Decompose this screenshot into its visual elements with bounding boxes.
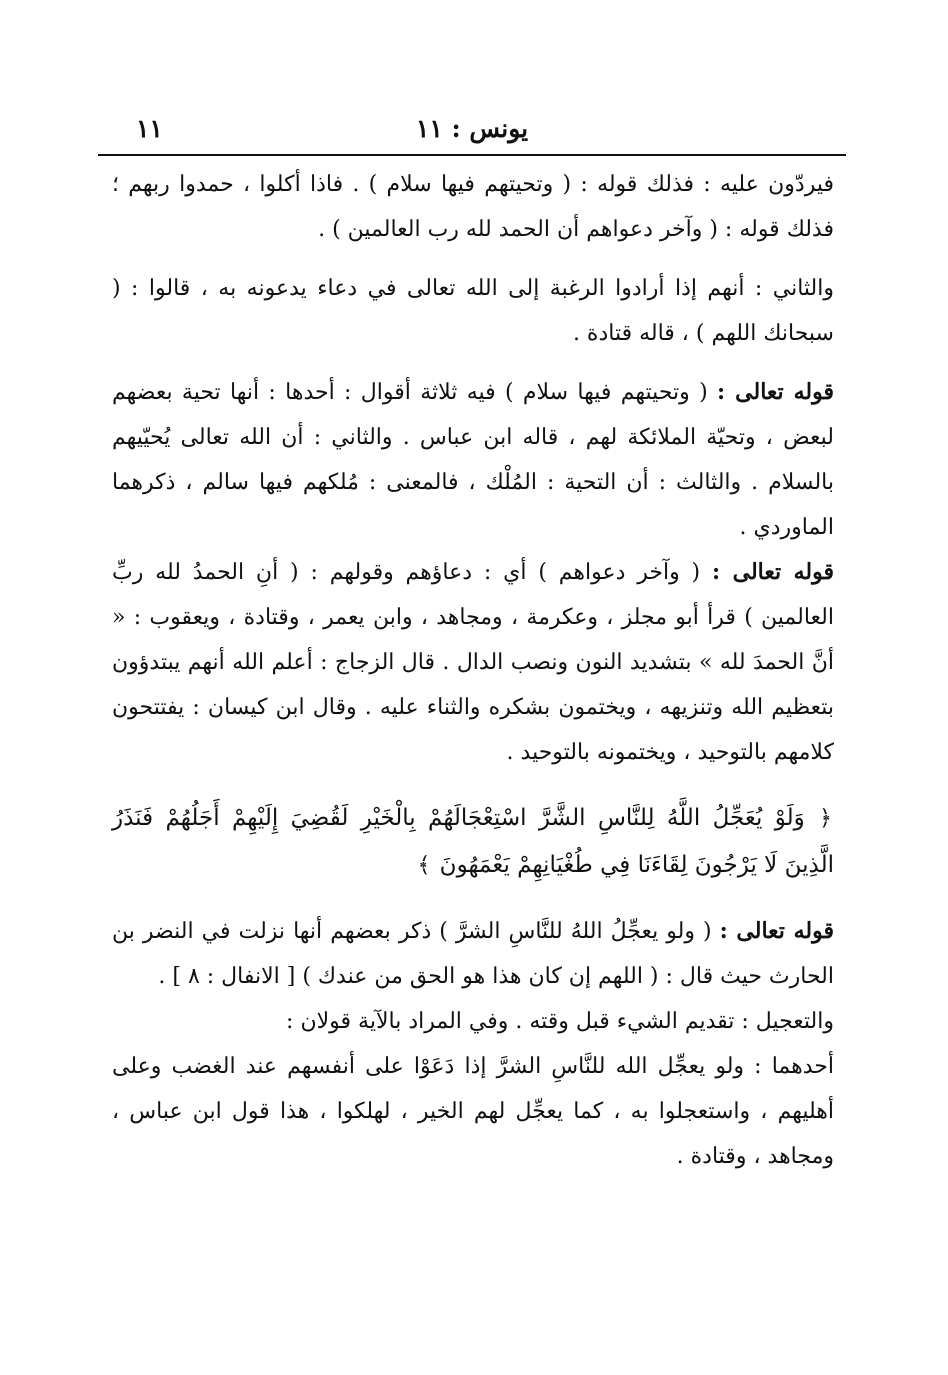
paragraph-2	[112, 266, 834, 356]
paragraph-text: والثاني : أنهم إذا أرادوا الرغبة إلى الله تعالى في دعاء يدعونه به ، قالوا : ( سبحانك اللهم ) ، قاله قتادة .	[112, 276, 834, 346]
paragraph-text: ( وتحيتهم فيها سلام ) فيه ثلاثة أقوال : أحدها : أنها تحية بعضهم لبعض ، وتحيّة الملائكة لهم ، قاله ابن عباس . والثاني : أن الله تعالى يُحيّيهم بالسلام . والثالث : أن التحية : المُلْك ، فالمعنى : مُلكهم فيها سالم ، ذكرهما الماوردي .	[112, 380, 834, 540]
paragraph-3	[112, 370, 834, 550]
paragraph-1	[112, 162, 834, 252]
paragraph-7	[112, 1044, 834, 1179]
paragraph-lead: قوله تعالى :	[711, 559, 834, 585]
verse-open-bracket: ﴿	[819, 806, 832, 831]
paragraph-lead: قوله تعالى :	[717, 379, 835, 405]
page-header	[98, 110, 846, 152]
page-body	[112, 162, 834, 1179]
page-number: ١١	[136, 114, 163, 143]
paragraph-4	[112, 550, 834, 775]
header-divider	[98, 154, 846, 156]
verse-close-bracket: ﴾	[417, 853, 431, 878]
paragraph-text: والتعجيل : تقديم الشيء قبل وقته . وفي المراد بالآية قولان :	[286, 1009, 834, 1034]
verse-text: وَلَوْ يُعَجِّلُ اللَّهُ لِلنَّاسِ الشَّرَّ اسْتِعْجَالَهُمْ بِالْخَيْرِ لَقُضِيَ إِلَيْهِمْ أَجَلُهُمْ فَنَذَرُ الَّذِينَ لَا يَرْجُونَ لِقَاءَنَا فِي طُغْيَانِهِمْ يَعْمَهُونَ	[112, 805, 834, 878]
paragraph-6	[112, 999, 834, 1044]
paragraph-text: فيردّون عليه : فذلك قوله : ( وتحيتهم فيها سلام ) . فاذا أكلوا ، حمدوا ربهم ؛ فذلك قوله : ( وآخر دعواهم أن الحمد لله رب العالمين ) .	[112, 172, 834, 242]
paragraph-5	[112, 909, 834, 999]
paragraph-lead: قوله تعالى :	[719, 918, 834, 944]
paragraph-text: أحدهما : ولو يعجِّل الله للنَّاسِ الشرَّ إذا دَعَوْا على أنفسهم عند الغضب وعلى أهليهم ، واستعجلوا به ، كما يعجِّل لهم الخير ، لهلكوا ، هذا قول ابن عباس ، ومجاهد ، وقتادة .	[112, 1054, 834, 1169]
quran-verse	[112, 795, 834, 889]
surah-reference: يونس : ١١	[415, 114, 529, 143]
paragraph-text: ( ولو يعجِّلُ اللهُ للنَّاسِ الشرَّ ) ذكر بعضهم أنها نزلت في النضر بن الحارث حيث قال : ( اللهم إن كان هذا هو الحق من عندك ) [ الانفال : ٨ ] .	[112, 919, 834, 989]
paragraph-text: ( وآخر دعواهم ) أي : دعاؤهم وقولهم : ( أنِ الحمدُ لله ربِّ العالمين ) قرأ أبو مجلز ، وعكرمة ، ومجاهد ، وابن يعمر ، وقتادة ، ويعقوب : « أنَّ الحمدَ لله » بتشديد النون ونصب الدال . قال الزجاج : أعلم الله أنهم يبتدؤون بتعظيم الله وتنزيهه ، ويختمون بشكره والثناء عليه . وقال ابن كيسان : يفتتحون كلامهم بالتوحيد ، ويختمونه بالتوحيد .	[112, 560, 834, 765]
